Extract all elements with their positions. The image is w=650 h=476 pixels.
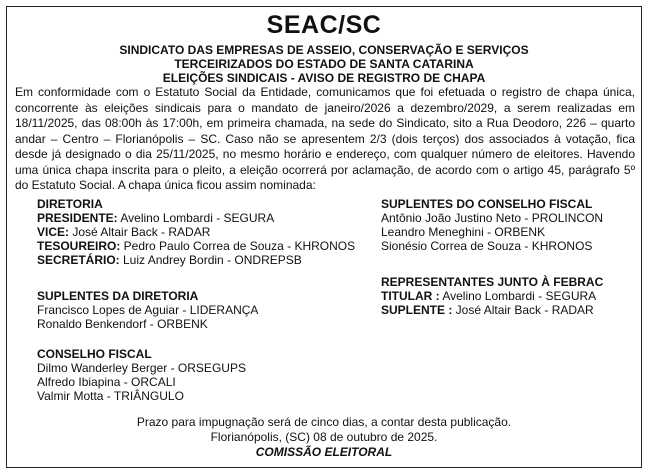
suplentes-conselho-title: SUPLENTES DO CONSELHO FISCAL	[381, 197, 593, 211]
suplentes-diretoria-title: SUPLENTES DA DIRETORIA	[37, 289, 199, 303]
header-line-1: SINDICATO DAS EMPRESAS DE ASSEIO, CONSERVAÇÃO E SERVIÇOS	[119, 43, 529, 57]
header-line-2: TERCEIRIZADOS DO ESTADO DE SANTA CATARINA	[174, 57, 474, 71]
role-label: SUPLENTE :	[381, 303, 453, 317]
list-item: Francisco Lopes de Aguiar - LIDERANÇA	[37, 303, 259, 317]
conselho-fiscal-section	[37, 347, 246, 403]
role-label: TITULAR :	[381, 289, 440, 303]
list-item: Ronaldo Benkendorf - ORBENK	[37, 317, 208, 331]
role-label: SECRETÁRIO:	[37, 253, 120, 267]
diretoria-section	[37, 197, 355, 267]
febrac-row	[381, 289, 603, 303]
list-item: Dilmo Wanderley Berger - ORSEGUPS	[37, 361, 246, 375]
role-label: VICE:	[37, 225, 70, 239]
member-name: Avelino Lombardi - SEGURA	[117, 211, 275, 225]
febrac-row	[381, 303, 603, 317]
diretoria-row	[37, 253, 355, 267]
list-item: Alfredo Ibiapina - ORCALI	[37, 375, 176, 389]
febrac-section	[381, 275, 603, 317]
header-line-3: ELEIÇÕES SINDICAIS - AVISO DE REGISTRO DE CHAPA	[162, 71, 486, 85]
conselho-fiscal-title: CONSELHO FISCAL	[37, 347, 152, 361]
diretoria-row	[37, 225, 355, 239]
member-name: Luiz Andrey Bordin - ONDREPSB	[119, 253, 302, 267]
list-item: Leandro Meneghini - ORBENK	[381, 225, 546, 239]
febrac-title: REPRESENTANTES JUNTO À FEBRAC	[381, 275, 604, 289]
footer-deadline: Prazo para impugnação será de cinco dias, a contar desta publicação.	[136, 415, 512, 429]
footer-date: Florianópolis, (SC) 08 de outubro de 2025.	[210, 430, 438, 444]
role-label: TESOUREIRO:	[37, 239, 121, 253]
role-label: PRESIDENTE:	[37, 211, 118, 225]
member-name: Avelino Lombardi - SEGURA	[439, 289, 597, 303]
suplentes-diretoria-section	[37, 289, 258, 331]
notice-title: SEAC/SC	[266, 11, 382, 39]
notice-frame	[6, 6, 642, 468]
suplentes-conselho-section	[381, 197, 603, 253]
footer-signature: COMISSÃO ELEITORAL	[255, 445, 393, 459]
diretoria-row	[37, 239, 355, 253]
intro-paragraph: Em conformidade com o Estatuto Social da Entidade, comunicamos que foi efetuada o registro de chapa única, concorrente às eleições sindicais para o mandato de janeiro/2026 a dezembro/2029, a serem realizadas em 18/11/2025, das 08:00h às 17:00h, em primeira chamada, na sede do Sindicato, sito a Rua Deodoro, 226 – quarto andar – Centro – Florianópolis – SC. Caso não se apresentem 2/3 (dois terços) dos associados à votação, fica desde já designado o dia 25/11/2025, no mesmo horário e endereço, com qualquer número de eleitores. Havendo uma única chapa inscrita para o pleito, a eleição ocorrerá por aclamação, de acordo com o artigo 45, parágrafo 5º do Estatuto Social. A chapa única ficou assim nominada:	[15, 85, 635, 192]
list-item: Antônio João Justino Neto - PROLINCON	[381, 211, 604, 225]
member-name: José Altair Back - RADAR	[452, 303, 594, 317]
diretoria-row	[37, 211, 355, 225]
member-name: Pedro Paulo Correa de Souza - KHRONOS	[120, 239, 356, 253]
diretoria-title: DIRETORIA	[37, 197, 103, 211]
member-name: José Altair Back - RADAR	[69, 225, 211, 239]
list-item: Sionésio Correa de Souza - KHRONOS	[381, 239, 593, 253]
list-item: Valmir Motta - TRIÂNGULO	[37, 389, 184, 403]
